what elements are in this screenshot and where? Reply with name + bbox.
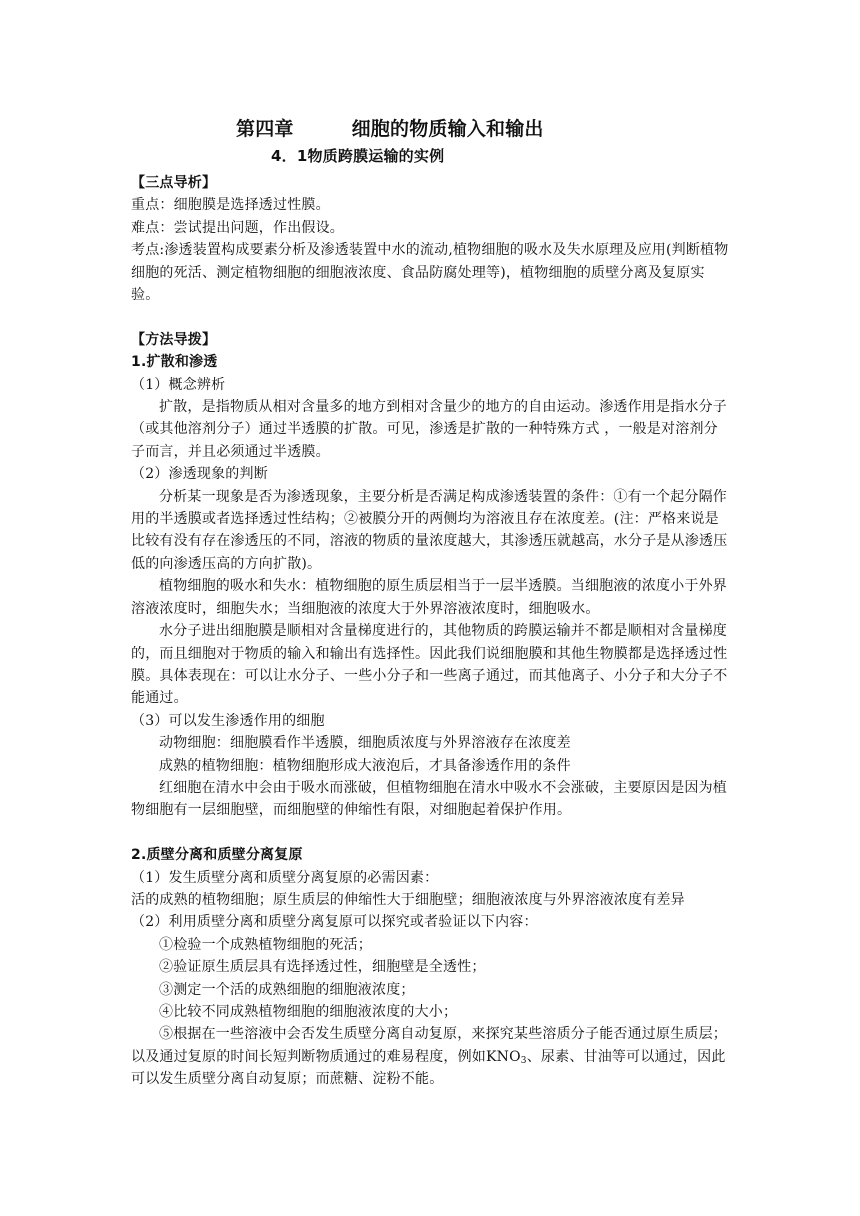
s2-item-5-part-b: 、尿素、甘油等可以通过，因此可以发生质壁分离自动复原；而蔗糖、淀粉不能。	[131, 1048, 726, 1088]
s2-item-5	[131, 1023, 731, 1090]
s1-p3-line-2: 成熟的植物细胞：植物细胞形成大液泡后，才具备渗透作用的条件	[159, 757, 571, 774]
spacer	[131, 822, 731, 844]
s2-p2-title: （2）利用质壁分离和质壁分离复原可以探究或者验证以下内容：	[131, 914, 538, 931]
section-2-title: 2.质壁分离和质壁分离复原	[131, 847, 303, 864]
s2-item: ②验证原生质层具有选择透过性，细胞壁是全透性；	[159, 959, 486, 976]
chapter-number: 第四章	[236, 118, 294, 140]
s1-p3-text: 红细胞在清水中会由于吸水而涨破，但植物细胞在清水中吸水不会涨破，主要原因是因为植物细胞有一层细胞壁，而细胞壁的伸缩性有限，对细胞起着保护作用。	[131, 779, 727, 819]
s1-p1-title: （1）概念辨析	[131, 376, 226, 393]
s2-p1-text: 活的成熟的植物细胞；原生质层的伸缩性大于细胞壁；细胞液浓度与外界溶液浓度有差异	[131, 891, 685, 908]
spacer	[131, 306, 731, 328]
chapter-title	[236, 116, 731, 142]
s2-item: ③测定一个活的成熟细胞的细胞液浓度；	[159, 981, 415, 998]
s2-item: ④比较不同成熟植物细胞的细胞液浓度的大小；	[159, 1004, 458, 1020]
s1-p3-line-1: 动物细胞：细胞膜看作半透膜，细胞质浓度与外界溶液存在浓度差	[159, 735, 571, 752]
guide-exam-point: 考点:渗透装置构成要素分析及渗透装置中水的流动,植物细胞的吸水及失水原理及应用(判断植物细胞的死活、测定植物细胞的细胞液浓度、食品防腐处理等)，植物细胞的质壁分离及复原实验。	[131, 242, 729, 304]
guide-difficult-point: 难点：尝试提出问题，作出假设。	[131, 219, 344, 236]
section-1-title: 1.扩散和渗透	[131, 354, 218, 371]
section-title: 4．1物质跨膜运输的实例	[271, 147, 445, 165]
s2-item: ①检验一个成熟植物细胞的死活；	[159, 936, 372, 953]
s1-p3-title: （3）可以发生渗透作用的细胞	[131, 712, 325, 729]
s2-item-5-part-a: ⑤根据在一些溶液中会否发生质壁分离自动复原，来探究某些溶质分子能否通过原生质层；以及通过复原的时间长短判断物质通过的难易程度，例如KNO	[131, 1026, 727, 1065]
subscript-3: 3	[520, 1055, 527, 1066]
s1-p2-title: （2）渗透现象的判断	[131, 466, 268, 483]
chapter-name: 细胞的物质输入和输出	[351, 118, 544, 140]
document-content	[131, 116, 731, 1091]
method-heading: 【方法导拨】	[131, 331, 217, 348]
s1-p2-text-1: 分析某一现象是否为渗透现象，主要分析是否满足构成渗透装置的条件：①有一个起分隔作用的半透膜或者选择透过性结构；②被膜分开的两侧均为溶液且存在浓度差。(注：严格来说是比较有没有存在渗透压的不同，溶液的物质的量浓度越大，其渗透压就越高，水分子是从渗透压低的向渗透压高的方向扩散)。	[131, 488, 728, 572]
guide-heading: 【三点导析】	[131, 175, 217, 191]
s1-p2-text-3: 水分子进出细胞膜是顺相对含量梯度进行的，其他物质的跨膜运输并不都是顺相对含量梯度的，而且细胞对于物质的输入和输出有选择性。因此我们说细胞膜和其他生物膜都是选择透过性膜。具体表现在：可以让水分子、一些小分子和一些离子通过，而其他离子、小分子和大分子不能通过。	[131, 623, 728, 707]
s1-p1-text: 扩散，是指物质从相对含量多的地方到相对含量少的地方的自由运动。渗透作用是指水分子（或其他溶剂分子）通过半透膜的扩散。可见，渗透是扩散的一种特殊方式 ，一般是对溶剂分子而言，并且必须通过半透膜。	[131, 399, 727, 460]
guide-key-point: 重点：细胞膜是选择透过性膜。	[131, 197, 330, 214]
s1-p2-text-2: 植物细胞的吸水和失水：植物细胞的原生质层相当于一层半透膜。当细胞液的浓度小于外界溶液浓度时，细胞失水；当细胞液的浓度大于外界溶液浓度时，细胞吸水。	[131, 578, 727, 617]
s2-p1-title: （1）发生质壁分离和质壁分离复原的必需因素：	[131, 869, 439, 886]
